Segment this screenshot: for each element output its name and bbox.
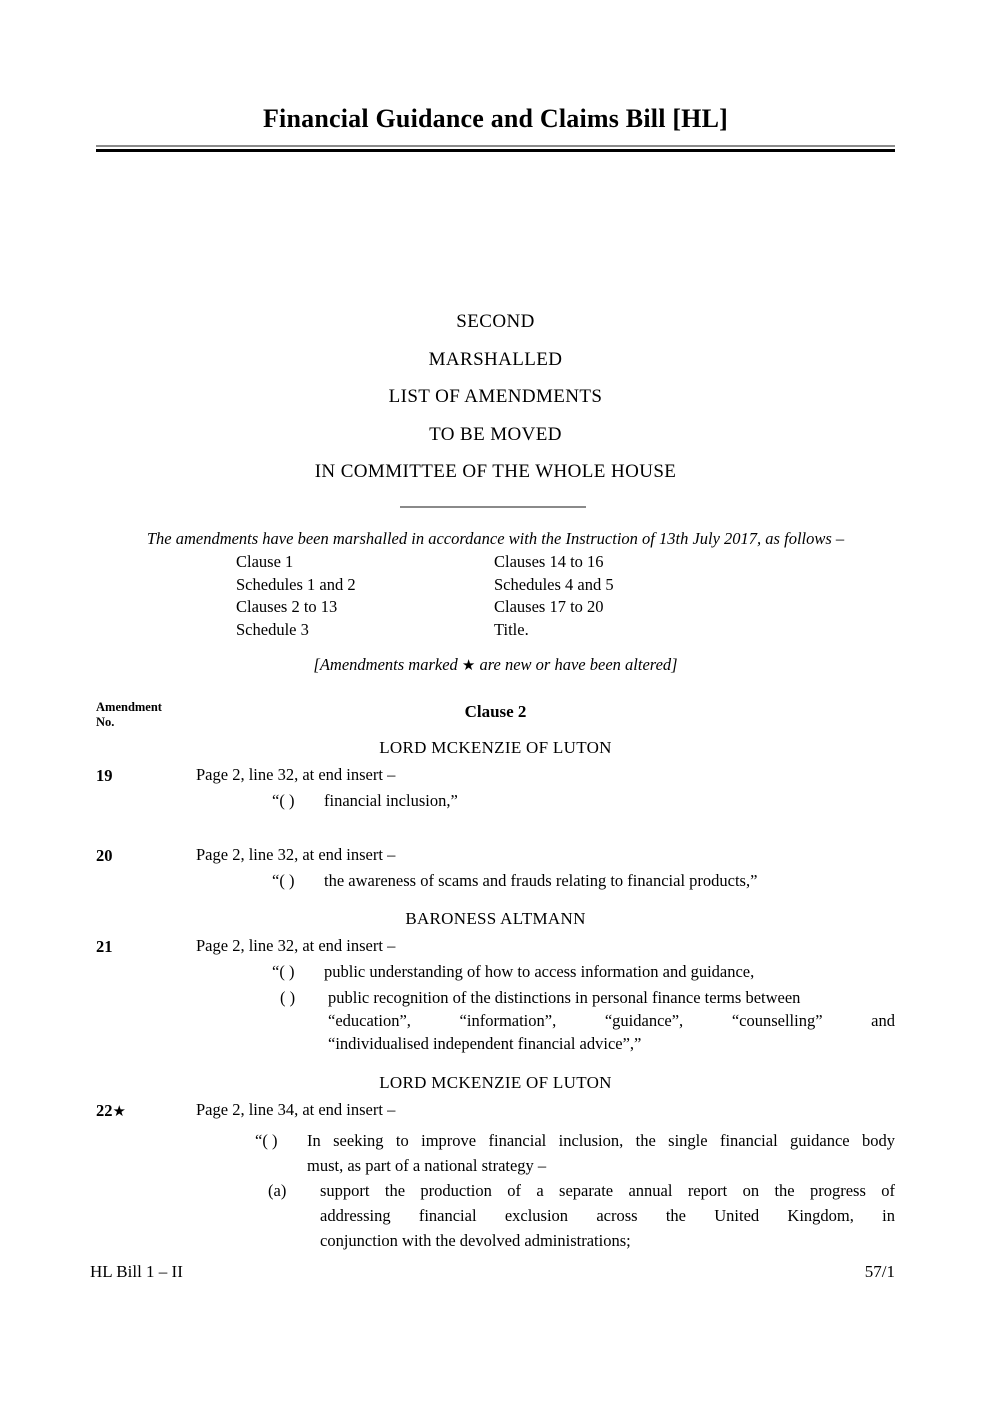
amendment-number-value: 21 — [96, 937, 113, 956]
star-note-suffix: are new or have been altered] — [475, 655, 678, 674]
heading-line-to-be-moved: TO BE MOVED — [429, 423, 562, 445]
insert-marker: ( ) — [280, 988, 296, 1007]
footer-bill-reference: HL Bill 1 – II — [90, 1262, 183, 1281]
amendment-number-value: 20 — [96, 846, 113, 865]
amendment-number-value: 19 — [96, 766, 113, 785]
amendment-22-lead: Page 2, line 34, at end insert – — [196, 1100, 396, 1119]
amendment-number-20 — [96, 846, 113, 866]
marshalling-note: The amendments have been marshalled in accordance with the Instruction of 13th July 2017, as follows – — [146, 529, 845, 548]
clause-section-heading: Clause 2 — [464, 702, 527, 721]
sponsor-heading-altmann: BARONESS ALTMANN — [405, 909, 586, 928]
sponsor-heading-mckenzie-2: LORD MCKENZIE OF LUTON — [379, 1073, 612, 1092]
amendment-22-insert-item-1 — [255, 1128, 895, 1178]
insert-text-line: In seeking to improve financial inclusion, the single financial guidance body — [307, 1131, 895, 1150]
heading-line-second: SECOND — [456, 311, 535, 332]
star-note-prefix: [Amendments marked — [313, 655, 462, 674]
amendment-number-22 — [96, 1101, 126, 1121]
clause-list-cell-right: Title. — [494, 619, 529, 639]
footer-page-number: 57/1 — [864, 1262, 895, 1281]
insert-text: financial inclusion,” — [324, 791, 458, 810]
insert-text-block — [328, 986, 895, 1055]
amendment-21-insert-item-2 — [276, 986, 895, 1055]
insert-text-line: “education”, “information”, “guidance”, “counselling” and — [328, 1011, 895, 1030]
title-divider-rule — [96, 145, 895, 152]
star-legend-note — [96, 655, 895, 675]
insert-marker: “( ) — [255, 1131, 278, 1150]
clause-list — [236, 551, 796, 641]
insert-marker: “( ) — [272, 871, 295, 890]
insert-text-line: must, as part of a national strategy – — [307, 1156, 547, 1175]
insert-text-line: addressing financial exclusion across the United Kingdom, in — [320, 1206, 895, 1225]
clause-list-row — [236, 574, 796, 597]
insert-text-block — [320, 1178, 895, 1253]
insert-marker: “( ) — [272, 962, 295, 981]
insert-text: the awareness of scams and frauds relating to financial products,” — [324, 871, 758, 890]
clause-list-cell-left: Clauses 2 to 13 — [236, 597, 338, 616]
clause-list-row — [236, 551, 796, 574]
amendment-19-insert — [272, 789, 895, 812]
amendment-21-lead: Page 2, line 32, at end insert – — [196, 936, 396, 955]
divider-thick-line — [96, 149, 895, 152]
clause-list-cell-left: Schedule 3 — [236, 619, 309, 639]
amendment-number-19 — [96, 766, 113, 786]
sub-paragraph-marker: (a) — [268, 1181, 287, 1200]
insert-text: public understanding of how to access information and guidance, — [324, 962, 755, 981]
amendment-number-21 — [96, 937, 113, 957]
insert-text-block — [307, 1128, 895, 1178]
clause-list-cell-right: Schedules 4 and 5 — [494, 574, 614, 594]
amendment-22-sub-paragraph-a — [268, 1178, 895, 1253]
insert-text-line: conjunction with the devolved administrations; — [320, 1231, 631, 1250]
amendment-no-label-line1: Amendment — [96, 700, 162, 714]
amendment-20-insert — [272, 869, 895, 892]
clause-list-cell-right: Clauses 17 to 20 — [494, 597, 604, 616]
star-icon: ★ — [461, 658, 476, 674]
clause-list-cell-left: Clause 1 — [236, 552, 294, 571]
amendment-number-value: 22 — [96, 1101, 113, 1120]
heading-line-list-of-amendments: LIST OF AMENDMENTS — [388, 386, 603, 407]
insert-text-line: “individualised independent financial advice”,” — [328, 1034, 642, 1053]
amendment-19-lead: Page 2, line 32, at end insert – — [196, 765, 396, 784]
insert-marker: “( ) — [272, 791, 295, 810]
amendment-21-insert-item-1 — [272, 960, 895, 983]
heading-short-rule — [400, 506, 586, 508]
sponsor-heading-mckenzie: LORD MCKENZIE OF LUTON — [379, 738, 612, 757]
clause-list-row — [236, 619, 796, 642]
amendment-20-lead: Page 2, line 32, at end insert – — [196, 845, 396, 864]
heading-line-marshalled: MARSHALLED — [428, 348, 563, 370]
clause-list-row — [236, 596, 796, 619]
document-heading-block — [96, 303, 895, 491]
heading-line-in-committee: IN COMMITTEE OF THE WHOLE HOUSE — [314, 461, 677, 482]
insert-text-line: public recognition of the distinctions in personal finance terms between — [328, 988, 801, 1007]
new-amendment-star-icon: ★ — [112, 1104, 126, 1120]
insert-text-line: support the production of a separate annual report on the progress of — [320, 1181, 895, 1200]
amendment-no-label-line2: No. — [96, 715, 115, 729]
page-title: Financial Guidance and Claims Bill [HL] — [262, 104, 729, 133]
clause-list-cell-left: Schedules 1 and 2 — [236, 574, 356, 594]
clause-list-cell-right: Clauses 14 to 16 — [494, 552, 604, 571]
